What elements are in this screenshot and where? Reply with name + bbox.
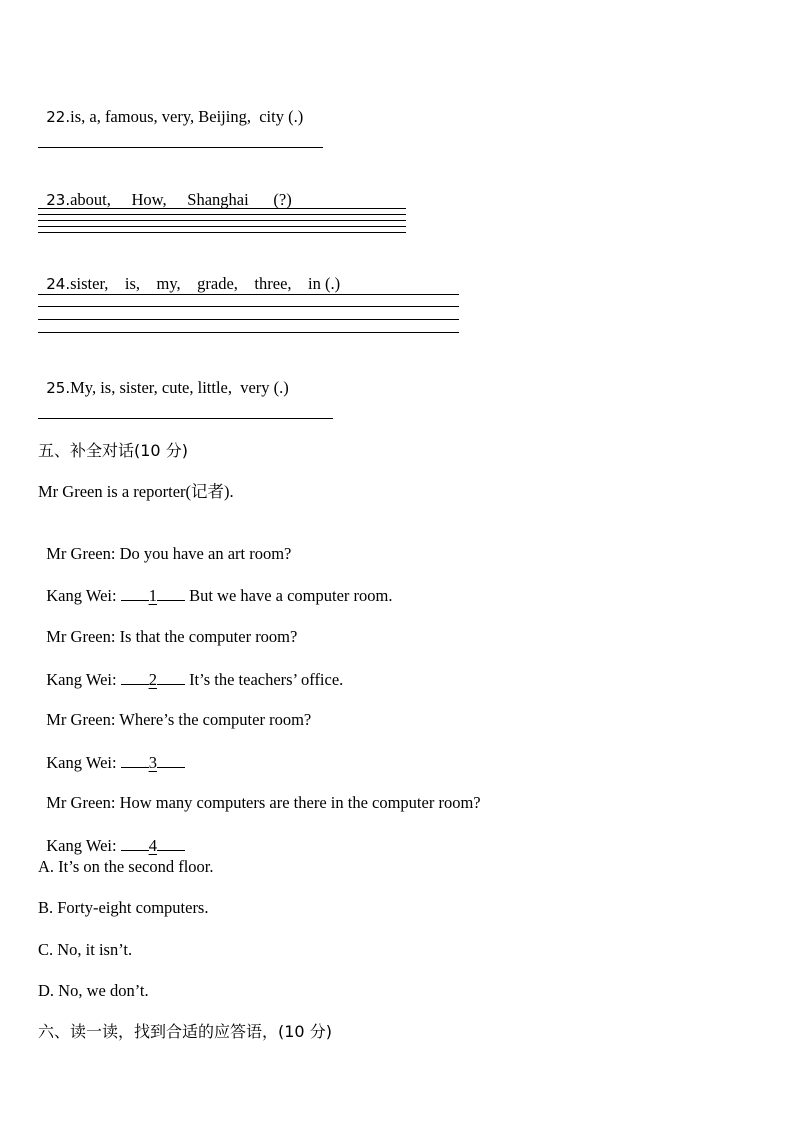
speaker: Mr Green: — [46, 793, 116, 812]
blank-number: 3 — [148, 753, 157, 772]
question-23 — [38, 170, 292, 210]
answer-blank-3[interactable] — [121, 752, 185, 773]
dialogue-line — [38, 815, 185, 856]
option-d: D. No, we don’t. — [38, 981, 149, 1000]
answer-line[interactable] — [38, 147, 323, 148]
question-number: 24. — [46, 275, 71, 293]
option-b: B. Forty-eight computers. — [38, 898, 209, 917]
question-words: My, is, sister, cute, little, very (.) — [70, 378, 289, 397]
dialogue-line — [38, 773, 481, 813]
utterance: Is that the computer room? — [119, 627, 298, 646]
dialogue-line — [38, 607, 297, 647]
dialogue-line — [38, 649, 343, 690]
utterance: It’s the teachers’ office. — [189, 670, 344, 689]
answer-blank-4[interactable] — [121, 835, 185, 856]
dialogue-intro: Mr Green is a reporter(记者). — [38, 482, 234, 501]
utterance: Do you have an art room? — [119, 544, 292, 563]
question-number: 23. — [46, 191, 71, 209]
answer-line[interactable] — [38, 208, 406, 209]
speaker: Kang Wei: — [46, 836, 117, 855]
speaker: Kang Wei: — [46, 670, 117, 689]
blank-number: 4 — [148, 836, 157, 855]
answer-line[interactable] — [38, 232, 406, 233]
speaker: Kang Wei: — [46, 753, 117, 772]
answer-line[interactable] — [38, 214, 406, 215]
question-words: about, How, Shanghai (?) — [70, 190, 292, 209]
question-25 — [38, 358, 289, 398]
speaker: Kang Wei: — [46, 586, 117, 605]
speaker: Mr Green: — [46, 710, 116, 729]
speaker: Mr Green: — [46, 544, 116, 563]
section-5-title: 五、补全对话(10 分) — [38, 441, 188, 460]
question-words: is, a, famous, very, Beijing, city (.) — [70, 107, 304, 126]
option-a: A. It’s on the second floor. — [38, 857, 214, 876]
utterance: How many computers are there in the computer room? — [119, 793, 481, 812]
dialogue-line — [38, 690, 311, 730]
answer-line[interactable] — [38, 319, 459, 320]
answer-line[interactable] — [38, 220, 406, 221]
speaker: Mr Green: — [46, 627, 116, 646]
answer-line[interactable] — [38, 332, 459, 333]
dialogue-line — [38, 732, 185, 773]
utterance: Where’s the computer room? — [119, 710, 312, 729]
question-22 — [38, 87, 303, 127]
question-24 — [38, 254, 340, 294]
dialogue-line — [38, 565, 393, 606]
question-number: 22. — [46, 108, 71, 126]
blank-number: 2 — [148, 670, 157, 689]
answer-line[interactable] — [38, 306, 459, 307]
answer-line[interactable] — [38, 418, 333, 419]
question-words: sister, is, my, grade, three, in (.) — [70, 274, 341, 293]
option-c: C. No, it isn’t. — [38, 940, 133, 959]
answer-line[interactable] — [38, 294, 459, 295]
answer-line[interactable] — [38, 226, 406, 227]
section-6-title: 六、读一读，找到合适的应答语，(10 分) — [38, 1022, 332, 1041]
dialogue-line — [38, 524, 291, 564]
blank-number: 1 — [148, 586, 157, 605]
answer-blank-1[interactable] — [121, 585, 185, 606]
question-number: 25. — [46, 379, 71, 397]
utterance: But we have a computer room. — [189, 586, 393, 605]
answer-blank-2[interactable] — [121, 669, 185, 690]
